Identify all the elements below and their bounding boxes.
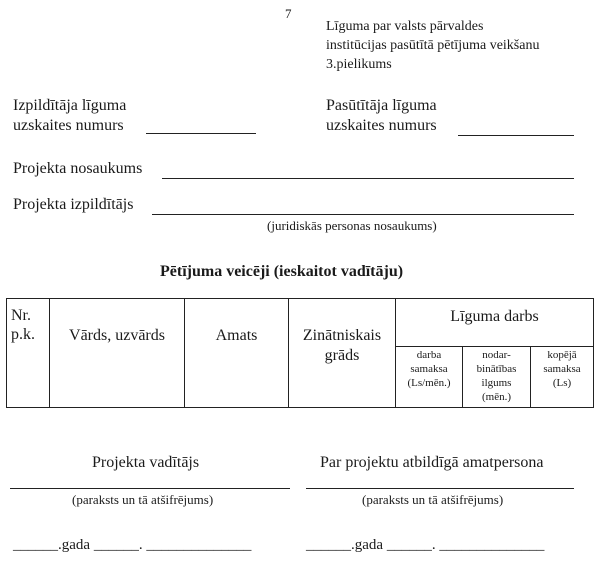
header-nr-line-2: p.k. — [11, 326, 35, 343]
responsible-official-title: Par projektu atbildīgā amatpersona — [320, 454, 544, 471]
header-duration — [463, 347, 531, 408]
project-executor-field[interactable] — [152, 214, 574, 215]
header-position-text: Amats — [215, 327, 258, 344]
header-contract-work-text: Līguma darbs — [450, 308, 539, 325]
annex-line-1: Līguma par valsts pārvaldes — [326, 19, 484, 34]
right-date-rest[interactable]: ______________ — [439, 537, 545, 553]
header-pay-line-3: (Ls/mēn.) — [407, 377, 451, 389]
header-name-text: Vārds, uzvārds — [69, 327, 165, 344]
customer-contract-label-line-2: uzskaites numurs — [326, 117, 437, 134]
customer-contract-label-line-1: Pasūtītāja līguma — [326, 97, 437, 114]
header-nr-line-1: Nr. — [11, 307, 31, 324]
legal-entity-hint: (juridiskās personas nosaukums) — [267, 218, 437, 233]
customer-contract-label — [326, 96, 437, 136]
header-total-line-3: (Ls) — [552, 377, 572, 389]
page-number: 7 — [285, 6, 292, 21]
project-name-field[interactable] — [162, 178, 574, 179]
project-leader-signature-line[interactable] — [10, 488, 290, 489]
header-position — [185, 299, 289, 408]
left-date-rest[interactable]: ______________ — [146, 537, 252, 553]
header-pay-line-2: samaksa — [410, 363, 448, 375]
project-leader-signature-hint: (paraksts un tā atšifrējums) — [72, 492, 214, 507]
project-executor-label: Projekta izpildītājs — [13, 196, 134, 213]
header-name — [50, 299, 185, 408]
header-duration-line-3: ilgums — [481, 377, 512, 389]
executor-contract-number-field[interactable] — [146, 133, 256, 134]
header-degree — [289, 299, 396, 408]
header-degree-line-2: grāds — [324, 347, 360, 364]
annex-line-2: institūcijas pasūtītā pētījuma veikšanu — [326, 38, 540, 53]
project-leader-date[interactable] — [13, 536, 251, 554]
customer-contract-number-field[interactable] — [458, 135, 574, 136]
header-contract-work — [396, 299, 594, 347]
responsible-official-date[interactable] — [306, 536, 544, 554]
header-total — [531, 347, 594, 408]
annex-header — [326, 17, 539, 74]
right-date-gada: .gada — [351, 537, 384, 553]
header-duration-line-4: (mēn.) — [481, 391, 511, 403]
right-date-month[interactable]: ______. — [386, 537, 436, 553]
responsible-official-signature-line[interactable] — [306, 488, 574, 489]
researchers-heading: Pētījuma veicēji (ieskaitot vadītāju) — [160, 263, 404, 280]
executor-contract-label — [13, 96, 126, 136]
left-date-day[interactable]: ______ — [13, 537, 58, 553]
header-duration-line-1: nodar- — [482, 349, 511, 361]
header-degree-line-1: Zinātniskais — [302, 327, 382, 344]
header-total-line-2: samaksa — [543, 363, 581, 375]
executor-contract-label-line-1: Izpildītāja līguma — [13, 97, 127, 114]
project-name-label: Projekta nosaukums — [13, 160, 143, 177]
annex-line-3: 3.pielikums — [326, 57, 392, 72]
header-duration-line-2: binātības — [476, 363, 517, 375]
responsible-official-signature-hint: (paraksts un tā atšifrējums) — [362, 492, 504, 507]
left-date-gada: .gada — [58, 537, 91, 553]
executor-contract-label-line-2: uzskaites numurs — [13, 117, 124, 134]
header-total-line-1: kopējā — [547, 349, 577, 361]
researchers-table — [6, 298, 594, 408]
header-pay — [396, 347, 463, 408]
header-pay-line-1: darba — [416, 349, 442, 361]
left-date-month[interactable]: ______. — [93, 537, 143, 553]
project-leader-title: Projekta vadītājs — [92, 454, 200, 471]
right-date-day[interactable]: ______ — [306, 537, 351, 553]
header-nr — [7, 299, 50, 408]
